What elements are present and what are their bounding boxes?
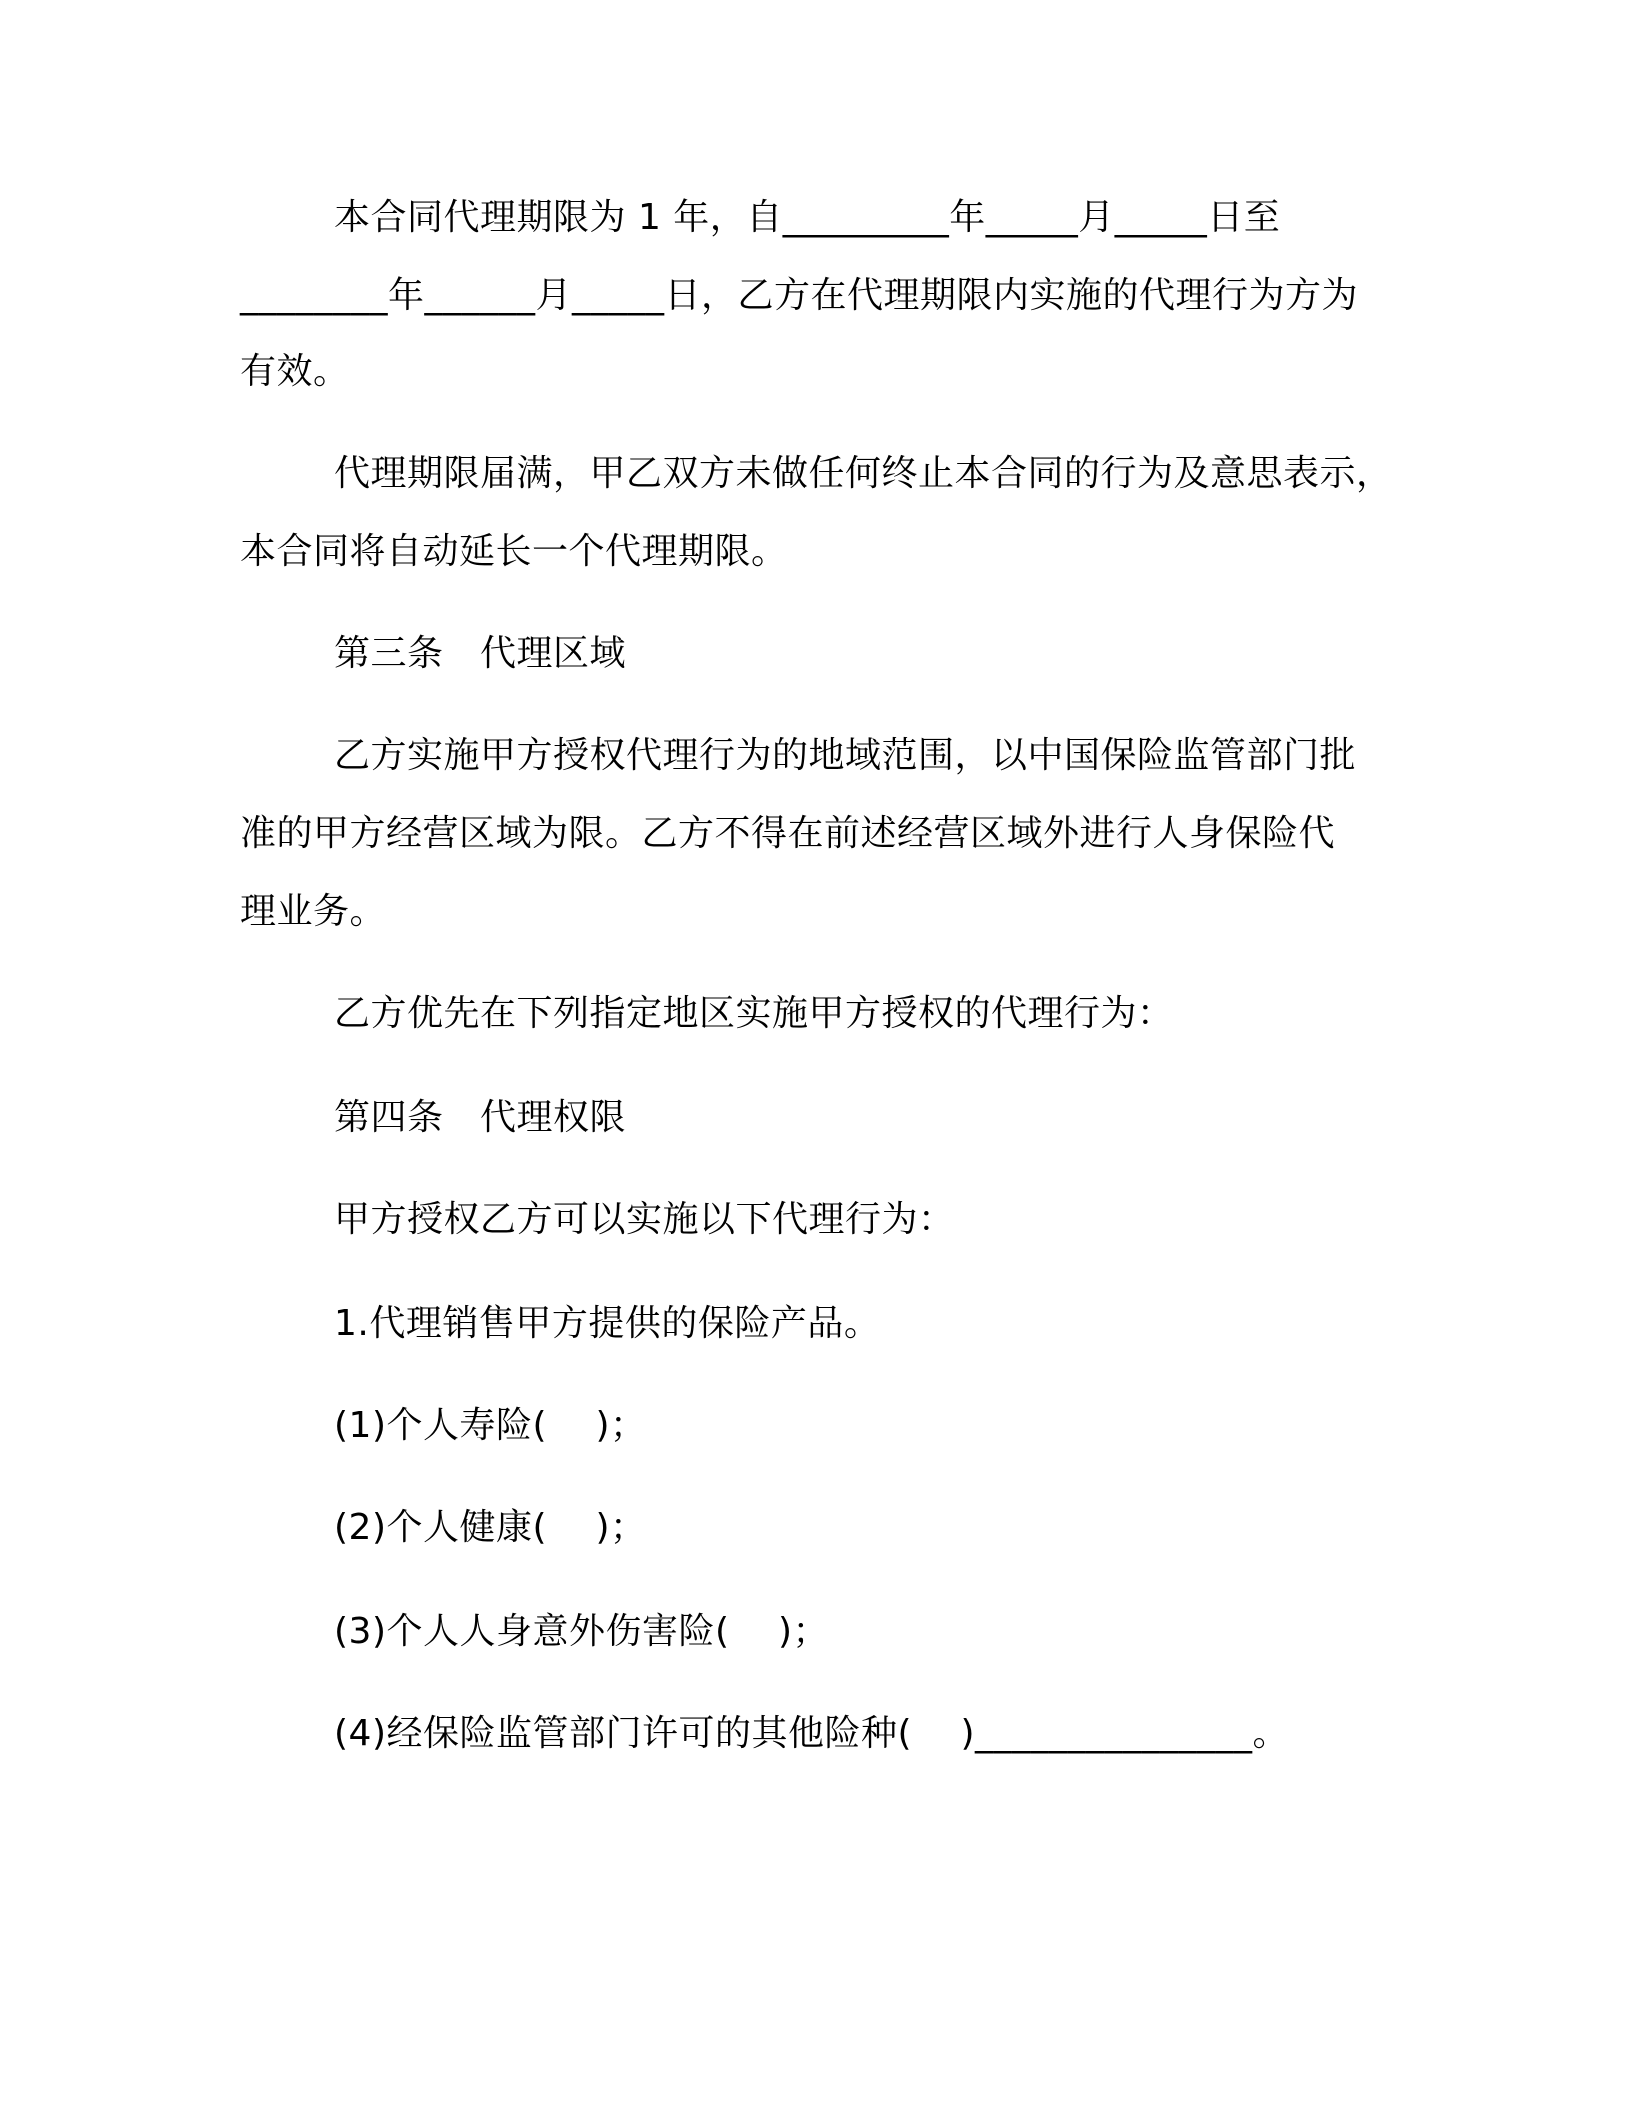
paragraph-4-line-2: 准的甲方经营区域为限。乙方不得在前述经营区域外进行人身保险代	[240, 813, 1336, 854]
paragraph-4-line-1: 乙方实施甲方授权代理行为的地域范围，以中国保险监管部门批	[334, 735, 1357, 776]
paragraph-2-line-1: 代理期限届满，甲乙双方未做任何终止本合同的行为及意思表示，	[334, 453, 1393, 494]
paragraph-1-line-2: ________年______月_____日，乙方在代理期限内实施的代理行为方为	[240, 275, 1359, 316]
article-4-heading: 第四条 代理权限	[334, 1097, 627, 1138]
paragraph-1-line-1: 本合同代理期限为 1 年，自_________年_____月_____日至	[334, 197, 1281, 238]
paragraph-7-line-1: 甲方授权乙方可以实施以下代理行为：	[334, 1199, 955, 1240]
paragraph-5-line-1: 乙方优先在下列指定地区实施甲方授权的代理行为：	[334, 993, 1174, 1034]
sub-item-3: (3)个人人身意外伤害险( )；	[334, 1611, 830, 1652]
paragraph-4-line-3: 理业务。	[240, 891, 387, 932]
sub-item-4: (4)经保险监管部门许可的其他险种( )_______________。	[334, 1713, 1290, 1754]
sub-item-2: (2)个人健康( )；	[334, 1507, 647, 1548]
paragraph-1-line-3: 有效。	[240, 351, 350, 392]
list-item-1: 1.代理销售甲方提供的保险产品。	[334, 1303, 881, 1344]
sub-item-1: (1)个人寿险( )；	[334, 1405, 647, 1446]
paragraph-2-line-2: 本合同将自动延长一个代理期限。	[240, 531, 788, 572]
article-3-heading: 第三条 代理区域	[334, 633, 627, 674]
